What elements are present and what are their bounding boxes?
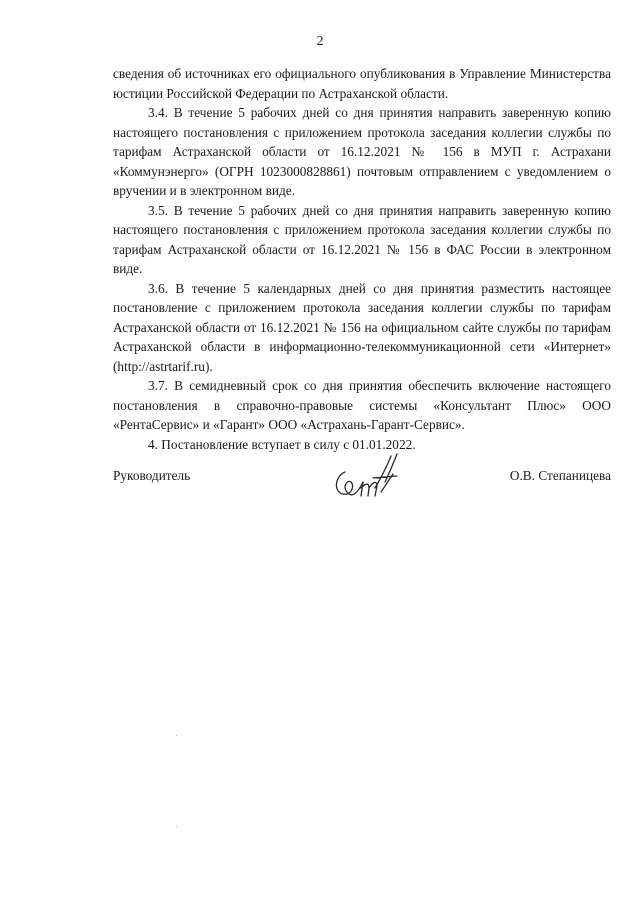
paragraph-3-6: 3.6. В течение 5 календарных дней со дня принятия разместить настоящее постановление с приложением протокола заседания коллегии службы по тарифам Астраханской области от 16.12.2021 № 156 на официальном сайте службы по тарифам Астраханской области в информационно-телекоммуникационной сети «Интернет» (http://astrtarif.ru). <box>113 280 611 374</box>
scan-artifact-dot <box>176 826 177 827</box>
signatory-title: Руководитель <box>113 468 191 483</box>
paragraph-3-4: 3.4. В течение 5 рабочих дней со дня принятия направить заверенную копию настоящего постановления с приложением протокола заседания коллегии службы по тарифам Астраханской области от 16.12.2021 № 156 в МУП г. Астрахани «Коммунэнерго» (ОГРН 1023000828861) почтовым отправлением с уведомлением о вручении и в электронном виде. <box>113 105 611 198</box>
scan-artifact-dot <box>176 735 177 736</box>
handwritten-signature <box>331 452 411 512</box>
paragraph-4: 4. Постановление вступает в силу с 01.01.2022. <box>148 436 416 452</box>
paragraph-continuation: сведения об источниках его официального опубликования в Управление Министерства юстиции Российской Федерации по Астраханской области. <box>113 66 611 101</box>
document-body <box>113 64 611 454</box>
signature-block <box>113 462 611 522</box>
paragraph-3-5: 3.5. В течение 5 рабочих дней со дня принятия направить заверенную копию настоящего постановления с приложением протокола заседания коллегии службы по тарифам Астраханской области от 16.12.2021 № 156 в ФАС России в электронном виде. <box>113 202 611 276</box>
page-number: 2 <box>316 34 324 49</box>
signatory-name: О.В. Степаницева <box>509 468 611 483</box>
paragraph-3-7: 3.7. В семидневный срок со дня принятия обеспечить включение настоящего постановления в справочно-правовые системы «Консультант Плюс» ООО «РентаСервис» и «Гарант» ООО «Астрахань-Гарант-Сервис». <box>113 378 611 432</box>
